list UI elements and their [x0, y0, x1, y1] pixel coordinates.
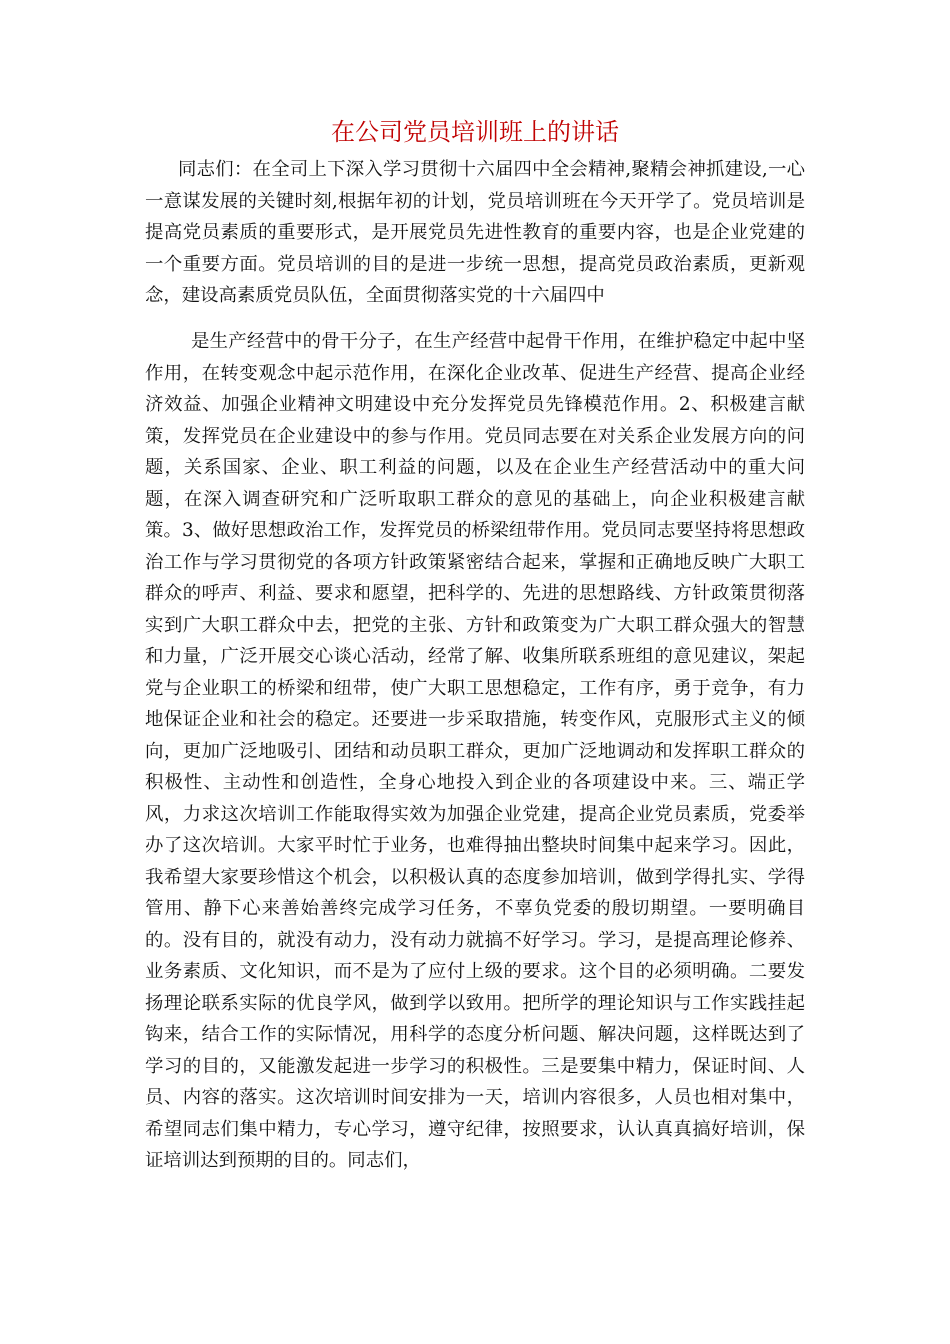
document-title: 在公司党员培训班上的讲话 — [331, 118, 619, 146]
paragraph-body: 是生产经营中的骨干分子，在生产经营中起骨干作用，在维护稳定中起中坚作用，在转变观念中起示范作用，在深化企业改革、促进生产经营、提高企业经济效益、加强企业精神文明建设中充分发挥党员先锋模范作用。2、积极建言献策，发挥党员在企业建设中的参与作用。党员同志要在对关系企业发展方向的问题，关系国家、企业、职工利益的问题，以及在企业生产经营活动中的重大问题，在深入调查研究和广泛听取职工群众的意见的基础上，向企业积极建言献策。3、做好思想政治工作，发挥党员的桥梁纽带作用。党员同志要坚持将思想政治工作与学习贯彻党的各项方针政策紧密结合起来，掌握和正确地反映广大职工群众的呼声、利益、要求和愿望，把科学的、先进的思想路线、方针政策贯彻落实到广大职工群众中去，把党的主张、方针和政策变为广大职工群众强大的智慧和力量，广泛开展交心谈心活动，经常了解、收集所联系班组的意见建议，架起党与企业职工的桥梁和纽带，使广大职工思想稳定，工作有序，勇于竞争，有力地保证企业和社会的稳定。还要进一步采取措施，转变作风，克服形式主义的倾向，更加广泛地吸引、团结和动员职工群众，更加广泛地调动和发挥职工群众的积极性、主动性和创造性，全身心地投入到企业的各项建设中来。三、端正学风，力求这次培训工作能取得实效为加强企业党建，提高企业党员素质，党委举办了这次培训。大家平时忙于业务，也难得抽出整块时间集中起来学习。因此，我希望大家要珍惜这个机会，以积极认真的态度参加培训，做到学得扎实、学得管用、静下心来善始善终完成学习任务，不辜负党委的殷切期望。一要明确目的。没有目的，就没有动力，没有动力就搞不好学习。学习，是提高理论修养、业务素质、文化知识，而不是为了应付上级的要求。这个目的必须明确。二要发扬理论联系实际的优良学风，做到学以致用。把所学的理论知识与工作实践挂起钩来，结合工作的实际情况，用科学的态度分析问题、解决问题，这样既达到了学习的目的，又能激发起进一步学习的积极性。三是要集中精力，保证时间、人员、内容的落实。这次培训时间安排为一天，培训内容很多，人员也相对集中，希望同志们集中精力，专心学习，遵守纪律，按照要求，认认真真搞好培训，保证培训达到预期的目的。同志们， — [145, 331, 805, 1171]
paragraph-opening: 同志们：在全司上下深入学习贯彻十六届四中全会精神,聚精会神抓建设,一心一意谋发展的关键时刻,根据年初的计划，党员培训班在今天开学了。党员培训是提高党员素质的重要形式，是开展党员先进性教育的重要内容，也是企业党建的一个重要方面。党员培训的目的是进一步统一思想，提高党员政治素质，更新观念，建设高素质党员队伍，全面贯彻落实党的十六届四中 — [145, 159, 805, 306]
